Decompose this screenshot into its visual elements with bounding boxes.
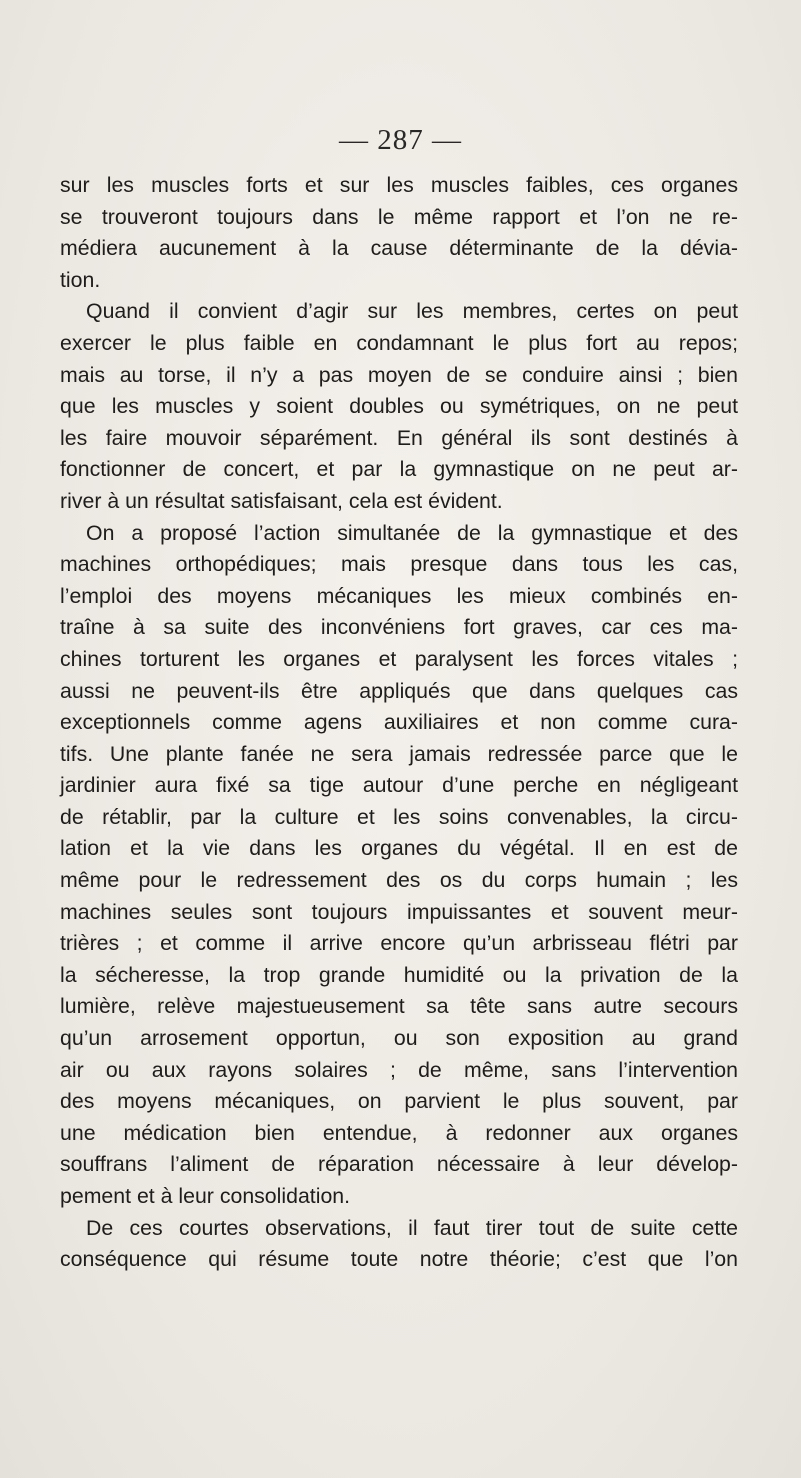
text-line: tion.	[60, 267, 101, 292]
text-line: médiera aucunement à la cause déterminante de la dévia-	[60, 236, 738, 261]
text-line: tifs. Une plante fanée ne sera jamais redressée parce que le	[60, 741, 738, 766]
text-line: conséquence qui résume toute notre théorie; c’est que l’on	[60, 1247, 738, 1272]
text-line: machines orthopédiques; mais presque dans tous les cas,	[60, 552, 738, 577]
text-line: machines seules sont toujours impuissantes et souvent meur-	[60, 899, 738, 924]
text-line: la sécheresse, la trop grande humidité ou la privation de la	[60, 962, 738, 987]
paragraph-start-line: Quand il convient d’agir sur les membres, certes on peut	[86, 299, 738, 324]
text-line: traîne à sa suite des inconvéniens fort graves, car ces ma-	[60, 615, 738, 640]
text-line: qu’un arrosement opportun, ou son exposition au grand	[60, 1026, 738, 1051]
text-line: même pour le redressement des os du corps humain ; les	[60, 868, 738, 893]
text-line: des moyens mécaniques, on parvient le plus souvent, par	[60, 1089, 738, 1114]
text-line: lumière, relève majestueusement sa tête sans autre secours	[60, 994, 738, 1019]
page-body-text	[60, 170, 738, 1276]
text-line: exceptionnels comme agens auxiliaires et non comme cura-	[60, 710, 738, 735]
text-line: river à un résultat satisfaisant, cela est évident.	[60, 488, 503, 513]
text-line: aussi ne peuvent-ils être appliqués que dans quelques cas	[60, 678, 738, 703]
text-line: exercer le plus faible en condamnant le plus fort au repos;	[60, 330, 738, 355]
page-number: — 287 —	[339, 124, 462, 156]
text-line: air ou aux rayons solaires ; de même, sans l’intervention	[60, 1057, 738, 1082]
text-line: l’emploi des moyens mécaniques les mieux combinés en-	[60, 583, 738, 608]
text-line: jardinier aura fixé sa tige autour d’une perche en négligeant	[60, 773, 738, 798]
text-line: les faire mouvoir séparément. En général ils sont destinés à	[60, 425, 738, 450]
text-line: chines torturent les organes et paralysent les forces vitales ;	[60, 646, 738, 671]
text-line: sur les muscles forts et sur les muscles faibles, ces organes	[60, 173, 738, 197]
text-line: que les muscles y soient doubles ou symétriques, on ne peut	[60, 394, 738, 419]
text-line: lation et la vie dans les organes du végétal. Il en est de	[60, 836, 738, 861]
text-line: trières ; et comme il arrive encore qu’un arbrisseau flétri par	[60, 931, 738, 956]
paragraph-start-line: De ces courtes observations, il faut tirer tout de suite cette	[86, 1215, 738, 1240]
text-line: pement et à leur consolidation.	[60, 1184, 351, 1208]
text-line: fonctionner de concert, et par la gymnastique on ne peut ar-	[60, 457, 738, 482]
text-line: une médication bien entendue, à redonner aux organes	[60, 1120, 738, 1145]
paragraph-start-line: On a proposé l’action simultanée de la gymnastique et des	[86, 520, 738, 545]
text-line: de rétablir, par la culture et les soins convenables, la circu-	[60, 804, 738, 829]
text-line: se trouveront toujours dans le même rapport et l’on ne re-	[60, 204, 738, 229]
text-line: mais au torse, il n’y a pas moyen de se conduire ainsi ; bien	[60, 362, 738, 387]
text-line: souffrans l’aliment de réparation nécessaire à leur dévelop-	[60, 1152, 738, 1177]
